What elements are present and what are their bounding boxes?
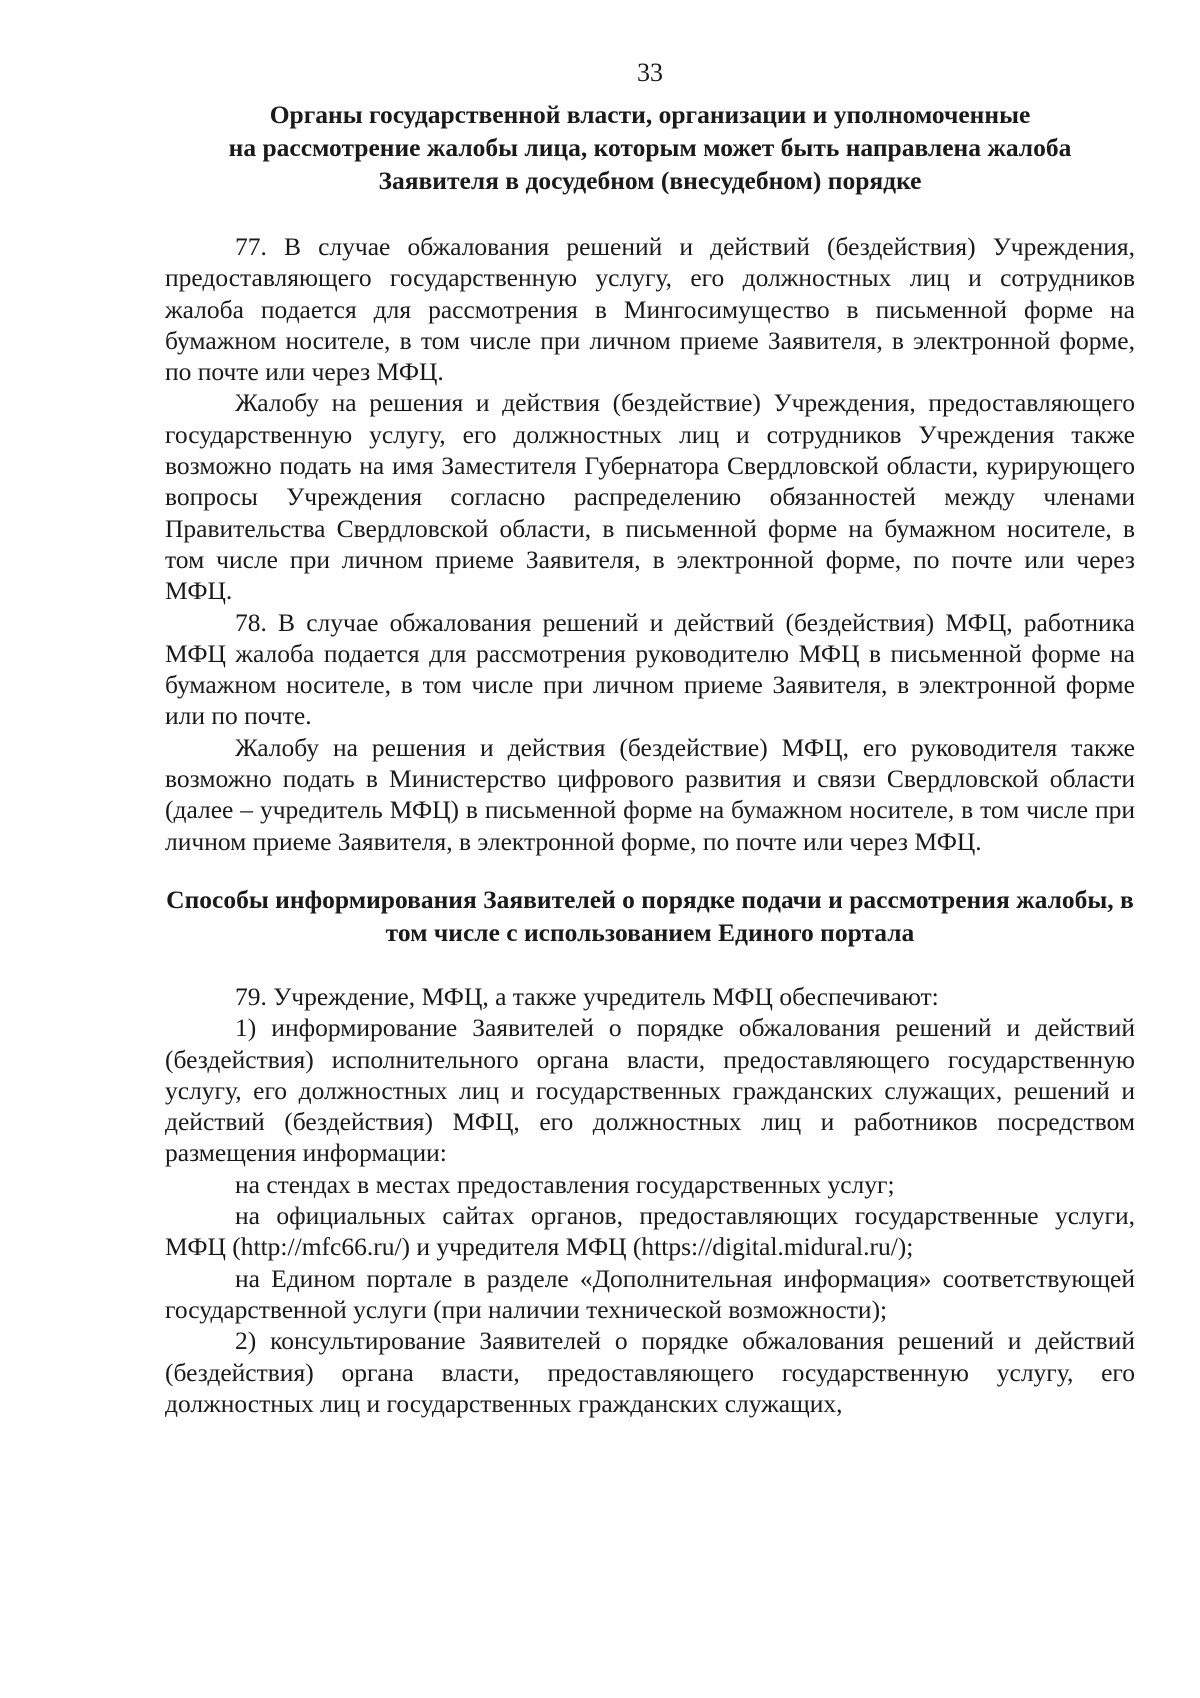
list-item-consulting: 2) консультирование Заявителей о порядке обжалования решений и действий (бездействия) органа власти, предоставляющего государственную услугу, его должностных лиц и государственных гражданских служащих, [165, 1326, 1135, 1418]
section-heading-informing-applicants [165, 883, 1135, 949]
heading-line: Способы информирования Заявителей о порядке подачи [166, 884, 822, 914]
spacer [165, 949, 1135, 981]
paragraph-79: 79. Учреждение, МФЦ, а также учредитель МФЦ обеспечивают: [235, 981, 939, 1011]
list-item-official-sites: на официальных сайтах органов, предоставляющих государственные услуги, МФЦ (http://mfc66.ru/) и учредителя МФЦ (https://digital.midural.ru/); [165, 1201, 1135, 1262]
paragraph-77: 77. В случае обжалования решений и действий (бездействия) Учреждения, предоставляющего государственную услугу, его должностных лиц и сотрудников жалоба подается для рассмотрения в Мингосимущество в письменной форме на бумажном носителе, в том числе при личном приеме Заявителя, в электронной форме, по почте или через МФЦ. [165, 232, 1135, 387]
document-body [165, 98, 1135, 1419]
section-heading-complaint-bodies [165, 98, 1135, 197]
heading-line: на рассмотрение жалобы лица, которым может быть направлена жалоба [228, 133, 1072, 162]
page-number: 33 [637, 58, 663, 87]
spacer [165, 857, 1135, 883]
heading-line: Заявителя в досудебном (внесудебном) порядке [378, 166, 922, 195]
heading-line: Органы государственной власти, организации и уполномоченные [269, 100, 1031, 129]
paragraph-78: 78. В случае обжалования решений и действий (бездействия) МФЦ, работника МФЦ жалоба подается для рассмотрения руководителю МФЦ в письменной форме на бумажном носителе, в том числе при личном приеме Заявителя, в электронной форме или по почте. [165, 607, 1135, 731]
spacer [165, 197, 1135, 231]
list-item-stands: на стендах в местах предоставления государственных услуг; [235, 1169, 895, 1199]
list-item-unified-portal: на Едином портале в разделе «Дополнительная информация» соответствующей государственной услуги (при наличии технической возможности); [165, 1263, 1135, 1324]
heading-line: и рассмотрения жалобы, в том числе с использованием Единого портала [385, 884, 1134, 947]
list-item-informing: 1) информирование Заявителей о порядке обжалования решений и действий (бездействия) исполнительного органа власти, предоставляющего государственную услугу, его должностных лиц и государственных гражданских служащих, решений и действий (бездействия) МФЦ, его должностных лиц и работников посредством размещения информации: [165, 1013, 1135, 1168]
paragraph-77-complaint-deputy-governor: Жалобу на решения и действия (бездействие) Учреждения, предоставляющего государственную услугу, его должностных лиц и сотрудников Учреждения также возможно подать на имя Заместителя Губернатора Свердловской области, курирующего вопросы Учреждения согласно распределению обязанностей между членами Правительства Свердловской области, в письменной форме на бумажном носителе, в том числе при личном приеме Заявителя, в электронной форме, по почте или через МФЦ. [165, 388, 1135, 606]
paragraph-78-complaint-ministry: Жалобу на решения и действия (бездействие) МФЦ, его руководителя также возможно подать в Министерство цифрового развития и связи Свердловской области (далее – учредитель МФЦ) в письменной форме на бумажном носителе, в том числе при личном приеме Заявителя, в электронной форме, по почте или через МФЦ. [165, 732, 1135, 856]
